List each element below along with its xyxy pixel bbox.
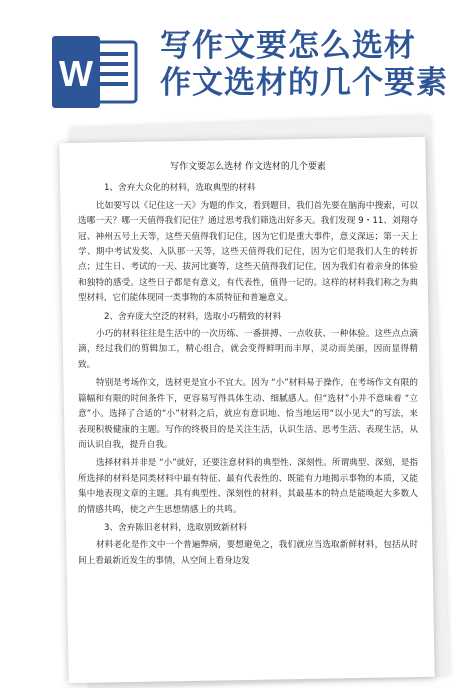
section-heading-3: 3、舍弃陈旧老材料，选取别致新材料: [104, 522, 247, 533]
word-document-icon: [52, 36, 140, 108]
section-3-paragraph-1: 材料老化是作文中一个普遍弊病，要想避免之，我们就应当选取新鲜材料，包括从时间上看最新近发生的事情，从空间上看身边发: [78, 540, 418, 566]
banner-title-line-2: 作文选材的几个要素: [160, 65, 448, 101]
banner-title-line-1: 写作文要怎么选材: [160, 28, 416, 64]
section-2-paragraph-2: 特别是考场作文，选材更是宜小不宜大。因为 “小”材料易于操作，在考场作文有限的篇幅和有限的时间条件下，更容易写得具体生动、细腻感人。但“选材”小并不意味着 “立意”小。选择了合适的“小”材料之后，就应有意识地、恰当地运用“以小见大”的写法，来表现积极健康的主题。写作的终极目的是关注生活，认识生活、思考生活、表现生活，从而认识自我，提升自我。: [78, 378, 418, 450]
word-logo-letter: W: [59, 53, 93, 94]
document-body: [78, 160, 418, 572]
section-1-paragraph-1: 比如要写以《记住这一天》为题的作文，看到题目，我们首先要在脑海中搜索，可以选哪一天？哪一天值得我们记住？通过思考我们筛选出好多天。我们发现 9・11、刘翔夺冠、神州五号上天等，这些天值得我们记住，因为它们是重大事件，意义深远；第一天上学、期中考试发奖、入队那一天等，这些天值得我们记住，因为它们是我们人生的转折点；过生日、考试的一天、拔河比赛等，这些天值得我们记住，因为我们有着亲身的体验和独特的感受。这些日子都是有意义，有代表性，值得一记的。这样的材料我们称之为典型材料，它们能体现同一类事物的本质特征和普遍意义。: [78, 200, 418, 304]
section-heading-2: 2、舍弃庞大空泛的材料，选取小巧精致的材料: [104, 311, 282, 322]
section-heading-1: 1、舍弃大众化的材料，选取典型的材料: [104, 183, 256, 194]
section-2-paragraph-1: 小巧的材料往往是生活中的一次历练、一番拼搏、一点收获、一种体验。这些点点滴滴，经过我们的剪辑加工，精心组合，就会变得鲜明而丰厚，灵动而美丽，因而显得精致。: [78, 329, 418, 370]
section-2-paragraph-3: 选择材料并非是 “小”就好，还要注意材料的典型性、深刻性。所谓典型、深刻，是指所选择的材料是同类材料中最有特征、最有代表性的、既能有力地揭示事物的本质，又能集中地表现文章的主题。具有典型性、深刻性的材料，其最基本的特点是能唤起大多数人的情感共鸣，使之产生思想情感上的共鸣。: [78, 458, 418, 515]
banner: [0, 0, 474, 130]
document-title: 写作文要怎么选材 作文选材的几个要素: [170, 162, 326, 172]
banner-title: [160, 28, 460, 102]
